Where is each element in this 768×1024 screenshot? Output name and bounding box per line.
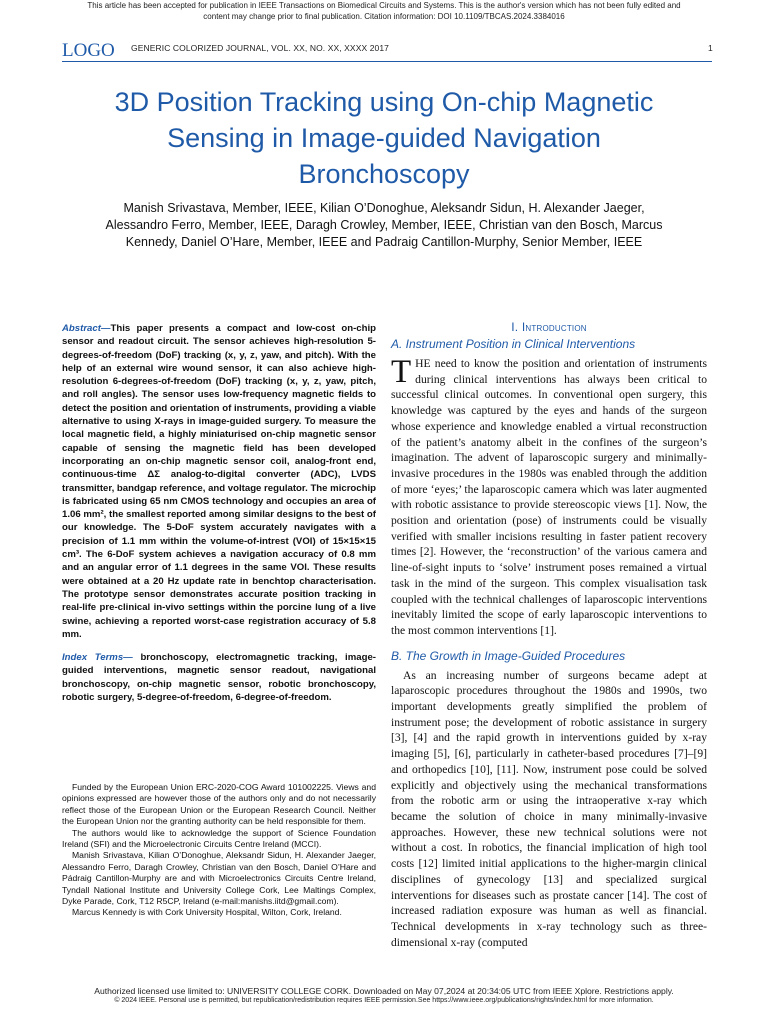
index-terms-text: bronchoscopy, electromagnetic tracking, image-guided interventions, magnetic sensor readout, navigational bronchoscopy, on-chip magnetic sensor, robotic bronchoscopy, robotic surgery, 5-degree-of-freedom, 6-degree-of-freedom. xyxy=(62,652,376,704)
funding-paragraph-4: Marcus Kennedy is with Cork University Hospital, Wilton, Cork, Ireland. xyxy=(72,907,342,918)
subsection-heading-a: A. Instrument Position in Clinical Interventions xyxy=(391,337,636,351)
left-column xyxy=(62,322,376,704)
title-line-3: Bronchoscopy xyxy=(298,159,470,189)
section-title: Introduction xyxy=(521,320,587,334)
title-line-2: Sensing in Image-guided Navigation xyxy=(167,123,601,153)
author-list xyxy=(60,200,708,251)
abstract xyxy=(62,322,376,641)
abstract-label: Abstract— xyxy=(62,323,111,334)
title-line-1: 3D Position Tracking using On-chip Magnetic xyxy=(114,87,654,117)
journal-logo: LOGO xyxy=(62,40,115,61)
index-terms-label: Index Terms— xyxy=(62,652,133,664)
journal-running-header: GENERIC COLORIZED JOURNAL, VOL. XX, NO. XX, XXXX 2017 xyxy=(131,43,390,53)
publication-notice xyxy=(0,0,768,22)
publication-notice-line2: content may change prior to final publication. Citation information: DOI 10.1109/TBCAS.2024.3384016 xyxy=(203,12,565,21)
copyright-footer: © 2024 IEEE. Personal use is permitted, but republication/redistribution requires IEEE permission.See https://www.ieee.org/publications/rights/index.html for more information. xyxy=(114,997,654,1004)
subsection-a-text xyxy=(391,356,707,639)
section-heading-introduction xyxy=(391,320,707,334)
right-column xyxy=(391,320,707,950)
index-terms xyxy=(62,651,376,704)
subsection-heading-b: B. The Growth in Image-Guided Procedures xyxy=(391,648,626,663)
dropcap-letter: T xyxy=(391,354,412,390)
license-footer: Authorized licensed use limited to: UNIVERSITY COLLEGE CORK. Downloaded on May 07,2024 at 20:34:05 UTC from IEEE Xplore. Restrictions apply. xyxy=(94,986,674,996)
subsection-b-text: As an increasing number of surgeons became adept at laparoscopic procedures throughout the 1980s and 1990s, two important developments greatly simplified the problem of instrument pose; the development of robotic assistance in surgery [3], [4] and the rapid growth in interventions guided by x-ray imaging [5], [6], particularly in catheter-based procedures [7]–[9] and orthopedics [10], [11]. Now, instrument pose could be solved explicitly and objectively using the mechanical transformations from the robotic arm or using the intraoperative x-ray which became the solution of choice in many minimally-invasive approaches. However, these new technical solutions were not without a cost. In robotics, the financial implication of high tool costs [12] limited initial applications to the higher-margin clinical disciplines of gynecology [13] and specialized surgical interventions for diseases such as prostate cancer [14]. The cost of increased radiation exposure was human as well as financial. Technical developments in x-ray technology such as three-dimensional x-ray (computed xyxy=(391,668,707,949)
funding-paragraph-3: Manish Srivastava, Kilian O’Donoghue, Aleksandr Sidun, H. Alexander Jaeger, Alessandro Ferro, Daragh Crowley, Christian van den Bosch, Daniel O’Hare and Pádraig Cantillon-Murphy are and with Microelectronics Circuits Centre Ireland, Tyndall National Institute and University College Cork, Lee Maltings Complex, Dyke Parade, Cork, T12 R5CP, Ireland (e-mail:manishs.iitd@gmail.com). xyxy=(62,850,376,907)
publication-notice-line1: This article has been accepted for publication in IEEE Transactions on Biomedical Circuits and Systems. This is the author's version which has not been fully edited and xyxy=(87,1,681,10)
page-number: 1 xyxy=(708,43,713,53)
funding-footnote xyxy=(62,782,376,919)
section-number: I. xyxy=(511,320,519,334)
abstract-text: This paper presents a compact and low-cost on-chip sensor and readout circuit. The sensor achieves high-resolution 5-degrees-of-freedom (DoF) tracking (x, y, z, yaw, and pitch). With the help of an external wire wound sensor, it can also achieve high-resolution 6-degrees-of-freedom (DoF) tracking (x, y, z, yaw, pitch, and roll angles). The sensor uses low-frequency magnetic fields to detect the position and orientation of instruments, providing a viable alternative to using X-rays in image-guided surgery. To measure the local magnetic field, a highly miniaturised on-chip magnetic sensor capable of sensing the magnetic field has been developed incorporating an on-chip magnetic sensor coil, analog-front end, continuous-time ΔΣ analog-to-digital converter (ADC), LVDS transmitter, bandgap reference, and voltage regulator. The microchip is fabricated using 65 nm CMOS technology and occupies an area of 1.06 mm², the smallest reported among similar designs to the best of our knowledge. The 5-DoF system accurately navigates with a precision of 1.1 mm within the volume-of-intrest (VOI) of 15×15×15 cm³. The 6-DoF system achieves a navigation accuracy of 0.8 mm and an angular error of 1.1 degrees in the same VOI. These results were obtained at a 20 Hz update rate in benchtop characterisation. The prototype sensor demonstrates accurate position tracking in real-life pre-clinical in-vivo settings within the porcine lung of a live swine, achieving a reported worst-case registration accuracy of 5.8 mm. xyxy=(62,323,377,640)
subsection-a-body: HE need to know the position and orientation of instruments during clinical interventions has always been critical to successful clinical outcomes. In conventional open surgery, this knowledge was captured by the eyes and hands of the surgeon whose experience and knowledge enabled a virtual reconstruction of the patient’s anatomy albeit in the confines of the surgeon’s imagination. The advent of laparoscopic surgery and minimally-invasive procedures in the 1980s was enabled through the addition of more ‘eyes;’ the laparoscopic camera which was later augmented with robotic assistance to provide stereoscopic views [1]. Now, the position and orientation (pose) of instruments could be visually verified with smaller incisions resulting in faster patient recovery times [2]. However, the ‘reconstruction’ of the various camera and line-of-sight inputs to ‘solve’ instrument poses remained a virtual task in the mind of the surgeon. This complex visualisation task coupled with the technical challenges of laparoscopic interventions inevitably limited the scope of early laparoscopic interventions to the most common interventions [1]. xyxy=(391,357,707,637)
author-line-1: Manish Srivastava, Member, IEEE, Kilian O’Donoghue, Aleksandr Sidun, H. Alexander Jaeger, xyxy=(123,201,645,215)
author-line-3: Kennedy, Daniel O’Hare, Member, IEEE and Padraig Cantillon-Murphy, Senior Member, IEEE xyxy=(125,235,643,249)
author-line-2: Alessandro Ferro, Member, IEEE, Daragh Crowley, Member, IEEE, Christian van den Bosch, Marcus xyxy=(105,218,663,232)
paper-title xyxy=(40,84,728,192)
funding-paragraph-1: Funded by the European Union ERC-2020-COG Award 101002225. Views and opinions expressed are however those of the authors only and do not necessarily reflect those of the European Union or the European Research Council. Neither the European Union nor the granting authority can be held responsible for them. xyxy=(62,782,376,827)
funding-paragraph-2: The authors would like to acknowledge the support of Science Foundation Ireland (SFI) and the Microelectronic Circuits Centre Ireland (MCCI). xyxy=(62,827,376,850)
header-divider xyxy=(62,61,712,62)
